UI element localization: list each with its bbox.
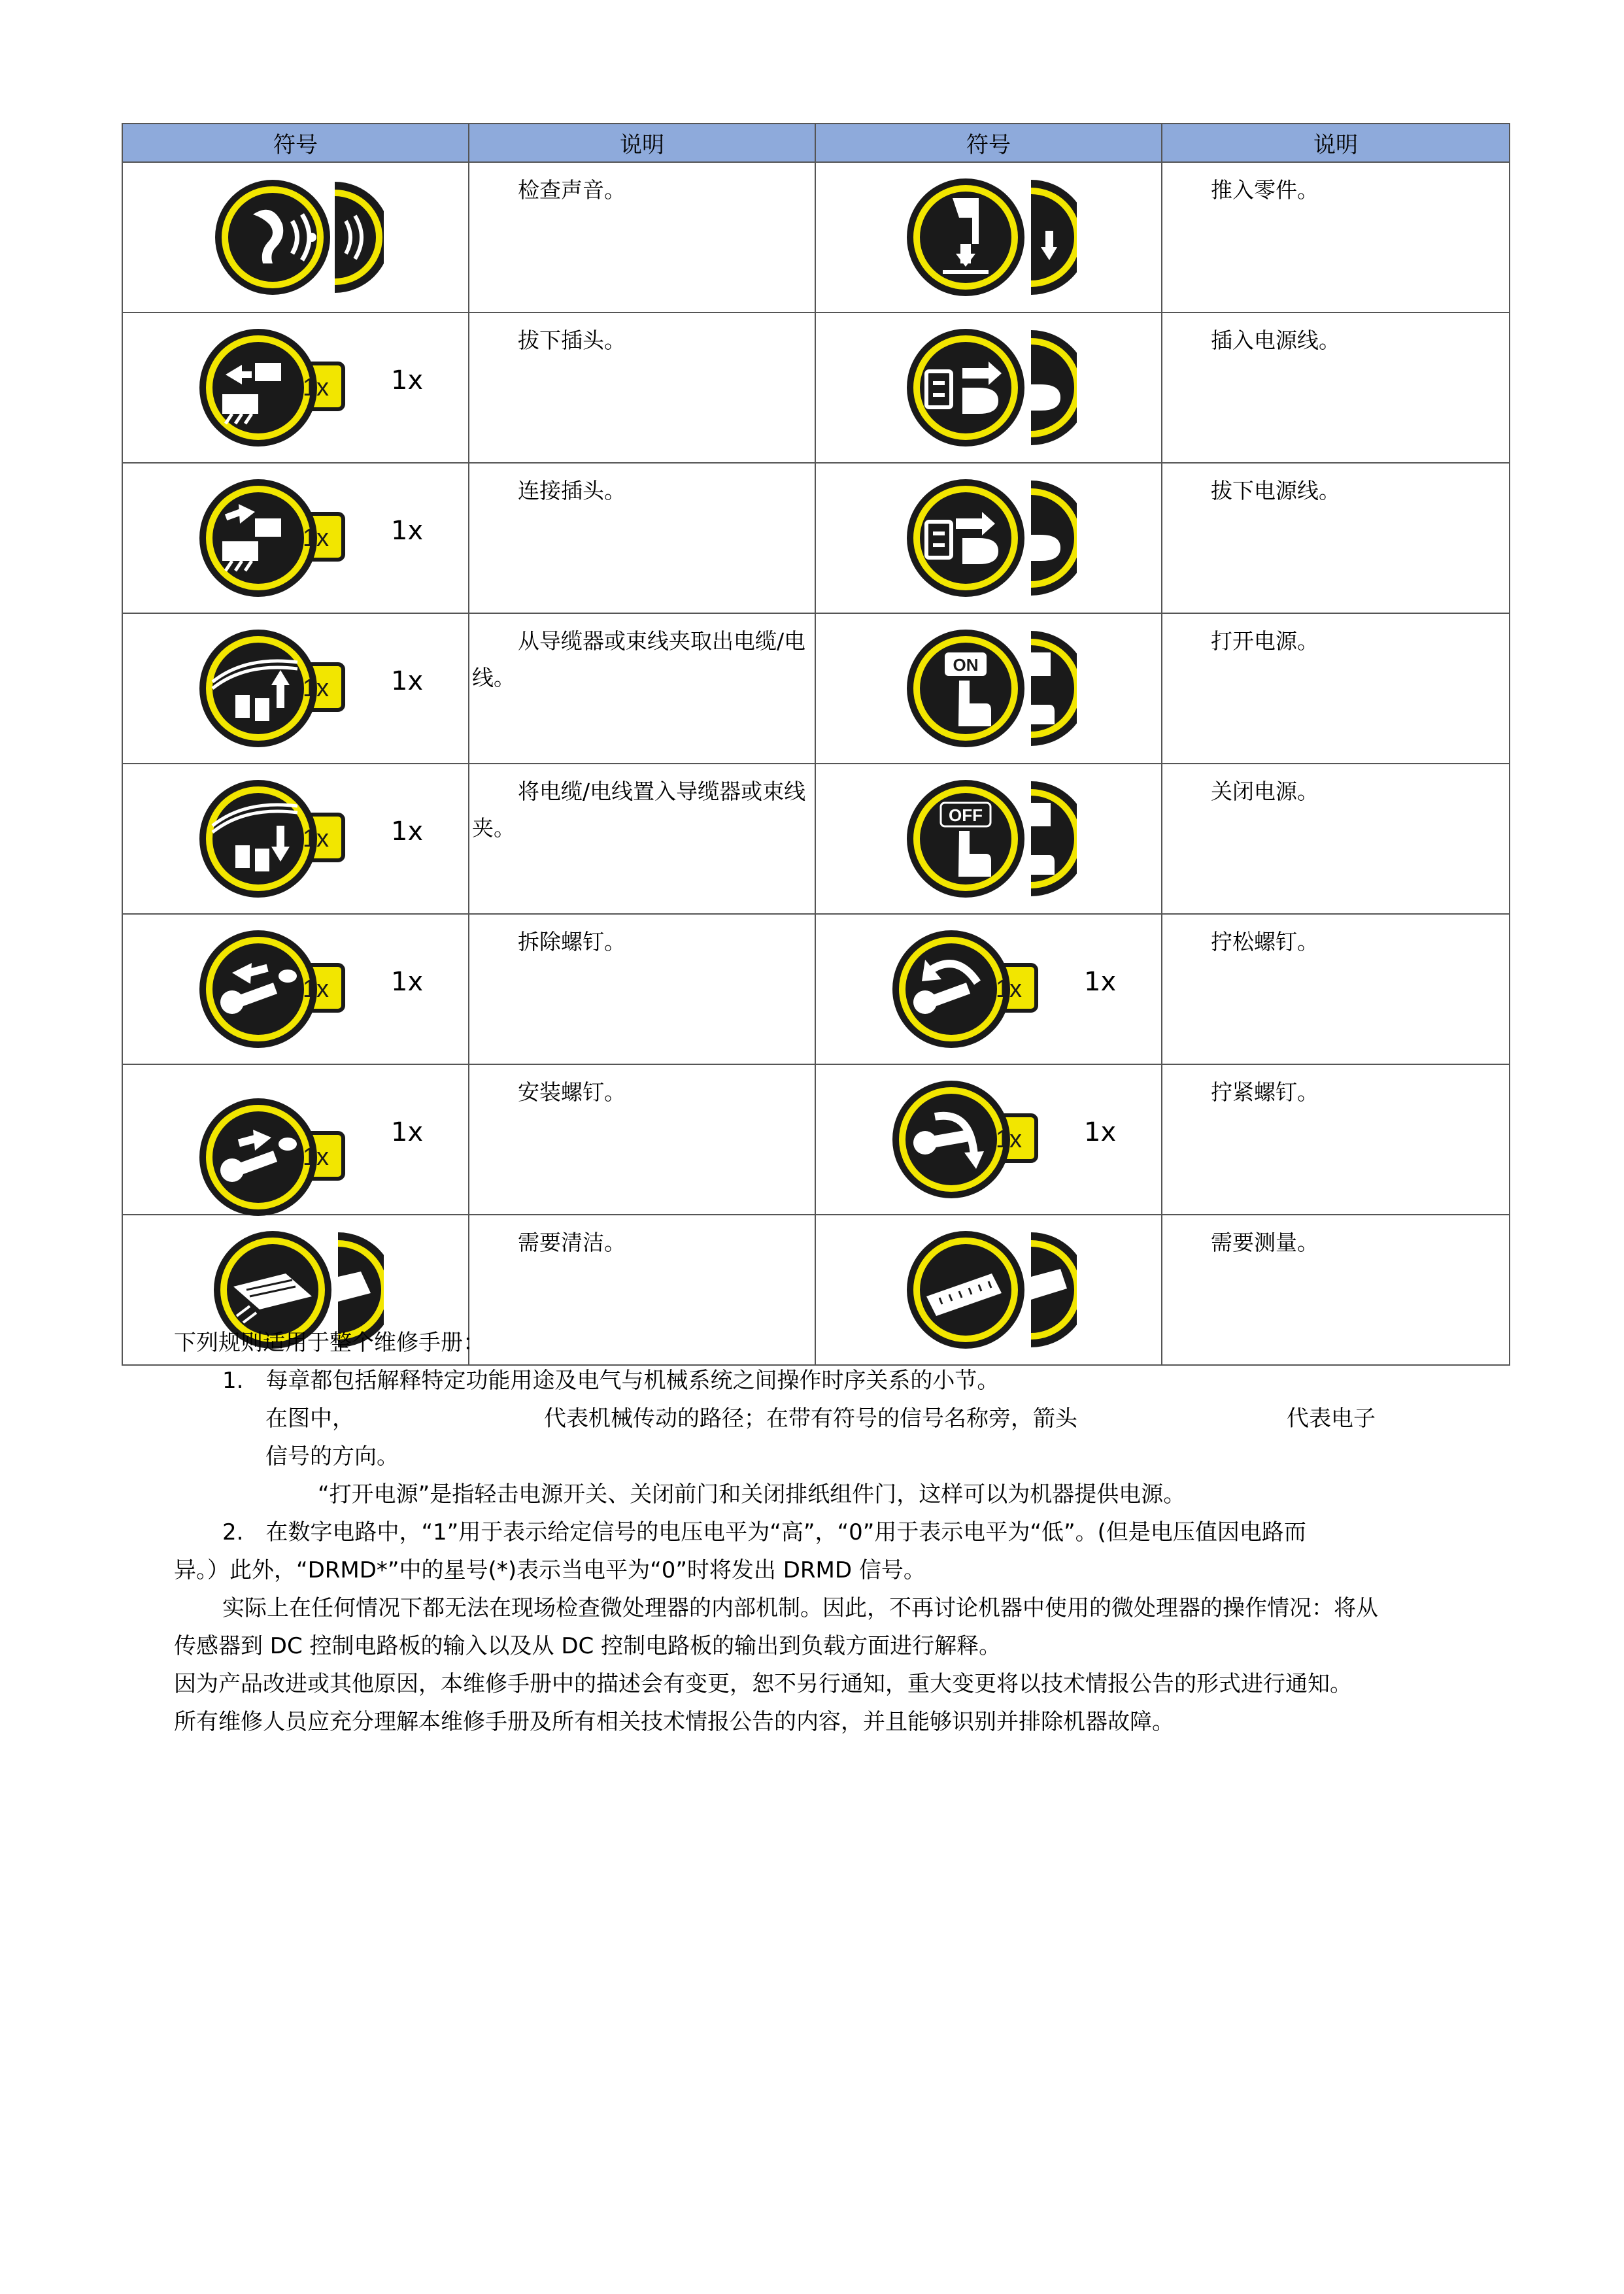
disconnect-connector-icon xyxy=(193,322,356,453)
count-label: 1x xyxy=(391,817,424,847)
header-symbol-1: 符号 xyxy=(122,124,469,162)
ear-sound-icon xyxy=(207,175,384,299)
insert-cable-icon xyxy=(193,773,356,904)
notes-item-1: 1. 每章都包括解释特定功能用途及电气与机械系统之间操作时序关系的小节。 xyxy=(222,1368,1000,1394)
svg-text:ON: ON xyxy=(953,655,979,675)
desc-plug-power-cord: 插入电源线。 xyxy=(1162,312,1510,463)
svg-text:1x: 1x xyxy=(996,975,1023,1003)
desc-disconnect-connector: 拔下插头。 xyxy=(469,312,815,463)
push-part-icon xyxy=(900,172,1077,303)
remove-screw-icon xyxy=(193,924,356,1054)
notes-para-3a: 实际上在任何情况下都无法在现场检查微处理器的内部机制。因此，不再讨论机器中使用的微处理器的操作情况：将从 xyxy=(222,1595,1378,1621)
table-row xyxy=(122,914,1510,1064)
header-desc-1: 说明 xyxy=(469,124,815,162)
desc-install-screw: 安装螺钉。 xyxy=(469,1064,815,1215)
symbol-table xyxy=(122,123,1510,1366)
header-desc-2: 说明 xyxy=(1162,124,1510,162)
power-on-icon xyxy=(900,623,1077,754)
notes-item-2a: 2. 在数字电路中，“1”用于表示给定信号的电压电平为“高”，“0”用于表示电平为“低”。(但是电压值因电路而 xyxy=(222,1519,1306,1545)
remove-cable-icon xyxy=(193,623,356,754)
desc-tighten-screw: 拧紧螺钉。 xyxy=(1162,1064,1510,1215)
header-symbol-2: 符号 xyxy=(815,124,1162,162)
notes-power-on: “打开电源”是指轻击电源开关、关闭前门和关闭排纸组件门，这样可以为机器提供电源。 xyxy=(318,1481,1186,1508)
notes-item-1-line3: 信号的方向。 xyxy=(265,1443,399,1470)
power-off-icon xyxy=(900,773,1077,904)
count-label: 1x xyxy=(391,516,424,546)
table-row xyxy=(122,162,1510,312)
count-label: 1x xyxy=(1084,1117,1117,1147)
desc-insert-cable: 将电缆/电线置入导缆器或束线夹。 xyxy=(469,764,815,914)
table-row xyxy=(122,312,1510,463)
count-label: 1x xyxy=(391,365,424,396)
desc-connect-connector: 连接插头。 xyxy=(469,463,815,613)
table-row xyxy=(122,613,1510,764)
table-row xyxy=(122,764,1510,914)
count-label: 1x xyxy=(1084,967,1117,997)
loosen-screw-icon xyxy=(886,924,1049,1054)
svg-text:1x: 1x xyxy=(303,1143,330,1172)
notes-para-4: 因为产品改进或其他原因，本维修手册中的描述会有变更，恕不另行通知，重大变更将以技术情报公告的形式进行通知。 xyxy=(174,1671,1352,1697)
notes xyxy=(174,1324,1508,1741)
count-label: 1x xyxy=(391,1117,424,1147)
desc-cleaning: 需要清洁。 xyxy=(469,1215,815,1365)
count-label: 1x xyxy=(391,666,424,696)
svg-text:1x: 1x xyxy=(303,524,330,552)
svg-text:1x: 1x xyxy=(303,975,330,1003)
unplug-power-cord-icon xyxy=(900,473,1077,603)
install-screw-icon xyxy=(193,1092,356,1223)
table-header xyxy=(122,124,1510,162)
notes-item-1-line2: 在图中， 代表机械传动的路径；在带有符号的信号名称旁，箭头 代表电子 xyxy=(265,1406,1376,1432)
table-row xyxy=(122,1064,1510,1215)
svg-text:1x: 1x xyxy=(303,374,330,401)
desc-unplug-power-cord: 拔下电源线。 xyxy=(1162,463,1510,613)
desc-measurement: 需要测量。 xyxy=(1162,1215,1510,1365)
count-label: 1x xyxy=(391,967,424,997)
desc-power-off: 关闭电源。 xyxy=(1162,764,1510,914)
notes-intro: 下列规则适用于整个维修手册： xyxy=(174,1330,485,1356)
svg-text:OFF: OFF xyxy=(949,805,983,825)
svg-text:1x: 1x xyxy=(303,675,330,702)
table-row xyxy=(122,463,1510,613)
desc-loosen-screw: 拧松螺钉。 xyxy=(1162,914,1510,1064)
svg-text:1x: 1x xyxy=(303,825,330,852)
connect-connector-icon xyxy=(193,473,356,603)
tighten-screw-icon xyxy=(886,1074,1049,1205)
desc-check-sound: 检查声音。 xyxy=(469,162,815,312)
notes-para-3b: 传感器到 DC 控制电路板的输入以及从 DC 控制电路板的输出到负载方面进行解释。 xyxy=(174,1633,1002,1659)
notes-para-5: 所有维修人员应充分理解本维修手册及所有相关技术情报公告的内容，并且能够识别并排除机器故障。 xyxy=(174,1709,1174,1735)
desc-remove-screw: 拆除螺钉。 xyxy=(469,914,815,1064)
svg-text:1x: 1x xyxy=(996,1126,1023,1153)
desc-power-on: 打开电源。 xyxy=(1162,613,1510,764)
desc-remove-cable: 从导缆器或束线夹取出电缆/电线。 xyxy=(469,613,815,764)
notes-item-2b: 异。）此外，“DRMD*”中的星号(*)表示当电平为“0”时将发出 DRMD 信号。 xyxy=(174,1557,926,1583)
plug-power-cord-icon xyxy=(900,322,1077,453)
desc-push-part: 推入零件。 xyxy=(1162,162,1510,312)
